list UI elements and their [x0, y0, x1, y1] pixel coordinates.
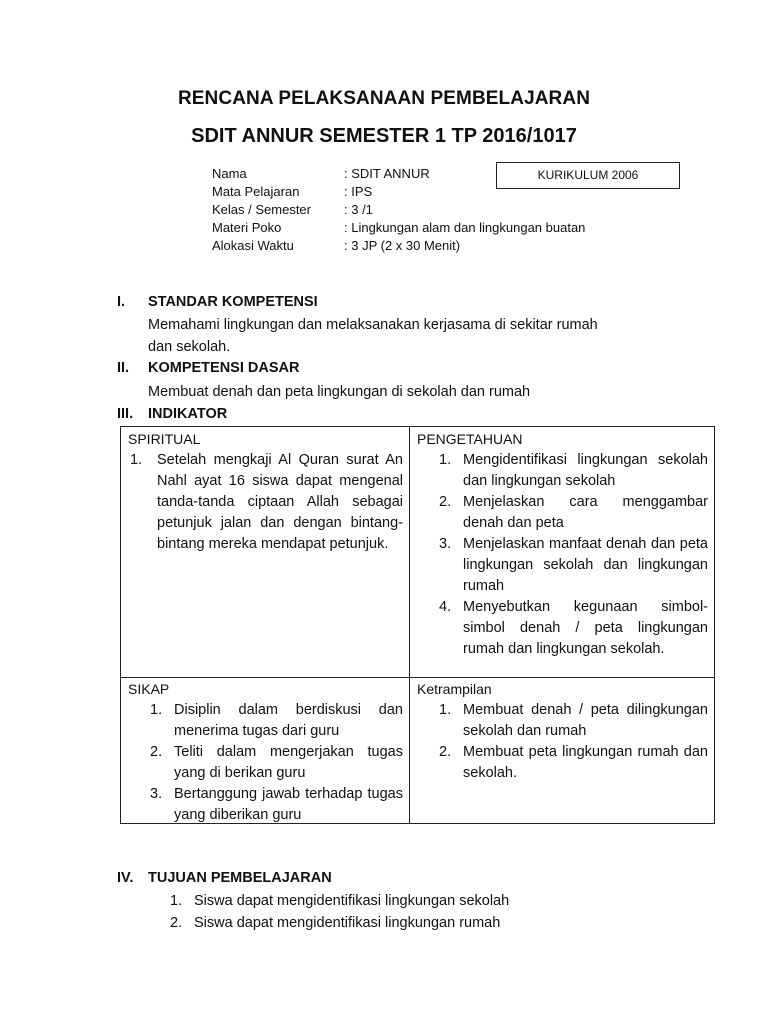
- info-value: : IPS: [344, 184, 373, 199]
- item-number: 1.: [170, 893, 183, 909]
- section-heading-tujuan: [117, 870, 332, 886]
- info-row-kelas: [212, 201, 585, 219]
- table-divider-horizontal: [121, 677, 714, 678]
- item-number: 1.: [130, 452, 143, 468]
- document-title: RENCANA PELAKSANAAN PEMBELAJARAN: [177, 88, 591, 109]
- sikap-list: [150, 700, 403, 826]
- section-heading-indikator: [117, 406, 227, 422]
- info-label: Nama: [212, 166, 247, 181]
- info-value: : 3 JP (2 x 30 Menit): [344, 238, 461, 253]
- item-number: 3.: [150, 786, 163, 802]
- item-number: 2.: [439, 744, 452, 760]
- cell-heading: SPIRITUAL: [128, 431, 201, 447]
- table-divider-vertical: [409, 427, 410, 823]
- item-number: 1.: [150, 702, 163, 718]
- item-text: Membuat peta lingkungan rumah dan sekolah.: [463, 744, 708, 781]
- indikator-table: [120, 426, 715, 824]
- item-text: Membuat denah / peta dilingkungan sekolah dan rumah: [463, 702, 708, 739]
- cell-heading: SIKAP: [128, 681, 170, 697]
- item-text: Teliti dalam mengerjakan tugas yang di berikan guru: [174, 744, 403, 781]
- pengetahuan-list: [439, 450, 708, 660]
- item-text: Mengidentifikasi lingkungan sekolah dan lingkungan sekolah: [463, 452, 708, 489]
- item-number: 1.: [439, 702, 452, 718]
- item-number: 1.: [439, 452, 452, 468]
- info-label: Materi Poko: [212, 220, 282, 235]
- item-text: Menjelaskan manfaat denah dan peta lingkungan sekolah dan lingkungan rumah: [463, 536, 708, 594]
- cell-sikap: [128, 679, 403, 826]
- info-label: Alokasi Waktu: [212, 238, 294, 253]
- section-body-line: dan sekolah.: [148, 339, 231, 355]
- info-label: Mata Pelajaran: [212, 184, 300, 199]
- section-title: STANDAR KOMPETENSI: [148, 294, 318, 310]
- section-title: INDIKATOR: [148, 406, 228, 422]
- item-text: Siswa dapat mengidentifikasi lingkungan sekolah: [194, 893, 510, 909]
- list-item: [439, 492, 708, 534]
- cell-pengetahuan: [417, 429, 708, 660]
- list-item: [439, 450, 708, 492]
- tujuan-list: [170, 890, 509, 934]
- info-row-materi: [212, 219, 585, 237]
- info-label: Kelas / Semester: [212, 202, 311, 217]
- section-number: IV.: [117, 870, 134, 886]
- item-number: 2.: [439, 494, 452, 510]
- section-body-line: Membuat denah dan peta lingkungan di sekolah dan rumah: [148, 384, 531, 400]
- section-number: III.: [117, 406, 134, 422]
- item-number: 3.: [439, 536, 452, 552]
- item-number: 2.: [150, 744, 163, 760]
- section-title: KOMPETENSI DASAR: [148, 360, 300, 376]
- section-heading-kompetensi: [117, 360, 299, 376]
- list-item: [150, 784, 403, 826]
- item-text: Disiplin dalam berdiskusi dan menerima tugas dari guru: [174, 702, 403, 739]
- cell-heading: Ketrampilan: [417, 681, 492, 697]
- section-body-standar: [148, 314, 598, 358]
- kurikulum-box: KURIKULUM 2006: [496, 162, 680, 189]
- section-number: I.: [117, 294, 126, 310]
- list-item: [150, 742, 403, 784]
- list-item: [439, 700, 708, 742]
- info-row-alokasi: [212, 237, 585, 255]
- section-body-kompetensi: [148, 381, 530, 403]
- list-item: [439, 534, 708, 597]
- cell-spiritual: [128, 429, 403, 555]
- item-number: 4.: [439, 599, 452, 615]
- section-title: TUJUAN PEMBELAJARAN: [148, 870, 332, 886]
- section-body-line: Memahami lingkungan dan melaksanakan kerjasama di sekitar rumah: [148, 317, 598, 333]
- info-value: : SDIT ANNUR: [344, 166, 430, 181]
- item-text: Setelah mengkaji Al Quran surat An Nahl ayat 16 siswa dapat mengenal tanda-tanda ciptaan Allah sebagai petunjuk jalan dan dengan bintang-bintang mereka mendapat petunjuk.: [157, 452, 403, 552]
- info-value: : Lingkungan alam dan lingkungan buatan: [344, 220, 586, 235]
- list-item: [439, 597, 708, 660]
- cell-ketrampilan: [417, 679, 708, 784]
- item-number: 2.: [170, 915, 183, 931]
- document-subtitle: SDIT ANNUR SEMESTER 1 TP 2016/1017: [191, 125, 577, 147]
- item-text: Siswa dapat mengidentifikasi lingkungan rumah: [194, 915, 501, 931]
- item-text: Bertanggung jawab terhadap tugas yang diberikan guru: [174, 786, 403, 823]
- ketrampilan-list: [439, 700, 708, 784]
- list-item: [130, 450, 403, 555]
- list-item: [439, 742, 708, 784]
- item-text: Menjelaskan cara menggambar denah dan peta: [463, 494, 708, 531]
- section-number: II.: [117, 360, 130, 376]
- list-item: [170, 912, 509, 934]
- cell-heading: PENGETAHUAN: [417, 431, 523, 447]
- info-value: : 3 /1: [344, 202, 373, 217]
- section-heading-standar: [117, 294, 318, 310]
- list-item: [150, 700, 403, 742]
- list-item: [170, 890, 509, 912]
- spiritual-list: [128, 450, 403, 555]
- item-text: Menyebutkan kegunaan simbol-simbol denah / peta lingkungan rumah dan lingkungan sekolah.: [463, 599, 708, 657]
